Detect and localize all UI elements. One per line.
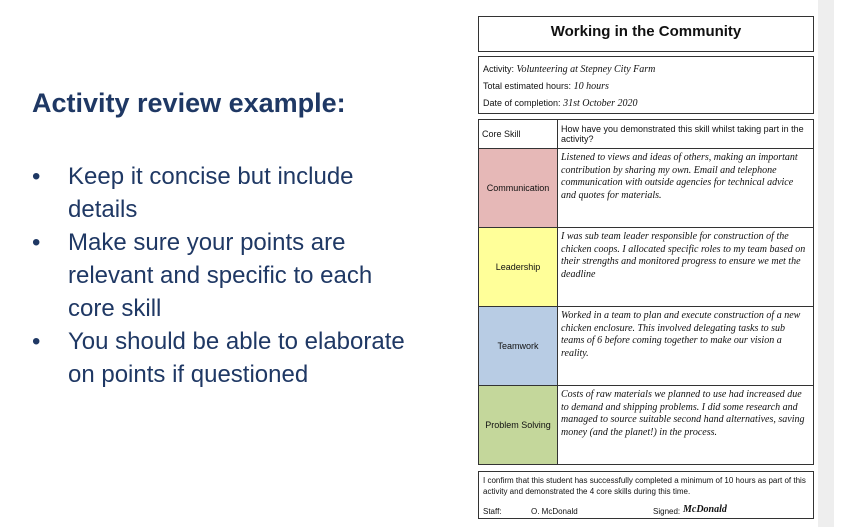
date-row	[483, 95, 809, 112]
bullet-text: Keep it concise but include details	[68, 163, 354, 223]
bullet-text: Make sure your points are relevant and specific to each core skill	[68, 229, 373, 322]
header-question: How have you demonstrated this skill whilst taking part in the activity?	[558, 120, 814, 149]
signature: McDonald	[683, 504, 727, 515]
signature-row	[483, 506, 809, 518]
skill-teamwork: Teamwork	[479, 307, 558, 386]
bullet-marker: •	[32, 328, 41, 355]
skill-description: Worked in a team to plan and execute construction of a new chicken enclosure. This involved delegating tasks to sub teams of 6 before coming together to make our vision a reality.	[558, 307, 814, 386]
bullet-list	[32, 160, 422, 391]
table-header-row	[479, 120, 814, 149]
core-skills-table	[478, 119, 814, 465]
activity-label: Activity:	[483, 64, 515, 74]
skill-description: Costs of raw materials we planned to use had increased due to demand and shipping problems. I did some research and managed to source suitable second hand alternatives, saving money (and the planet!) in the process.	[558, 386, 814, 465]
staff-label: Staff:	[483, 507, 502, 516]
table-row	[479, 149, 814, 228]
header-core-skill: Core Skill	[479, 120, 558, 149]
table-row	[479, 228, 814, 307]
bullet-text: You should be able to elaborate on points if questioned	[68, 328, 405, 388]
bullet-marker: •	[32, 163, 41, 190]
skill-problem-solving: Problem Solving	[479, 386, 558, 465]
activity-value: Volunteering at Stepney City Farm	[516, 64, 656, 75]
hours-value: 10 hours	[573, 81, 609, 92]
skill-description: Listened to views and ideas of others, making an important contribution by sharing my own. Email and telephone communication with outside agencies for technical advice and quotes for materials.	[558, 149, 814, 228]
date-label: Date of completion:	[483, 98, 561, 108]
bullet-item	[32, 160, 422, 226]
table-row	[479, 307, 814, 386]
hours-row	[483, 78, 809, 95]
skill-leadership: Leadership	[479, 228, 558, 307]
page-edge-shadow	[818, 0, 834, 527]
form-document	[470, 8, 818, 527]
activity-info-box	[478, 56, 814, 114]
bullet-item	[32, 325, 422, 391]
staff-name: O. McDonald	[531, 507, 578, 516]
slide-title: Activity review example:	[32, 88, 346, 118]
skill-description: I was sub team leader responsible for construction of the chicken coops. I allocated specific roles to my team based on their strengths and monitored progress to ensure we met the deadline	[558, 228, 814, 307]
confirmation-box	[478, 471, 814, 519]
hours-label: Total estimated hours:	[483, 81, 572, 91]
activity-row	[483, 61, 809, 78]
bullet-item	[32, 226, 422, 325]
table-row	[479, 386, 814, 465]
confirmation-text: I confirm that this student has successfully completed a minimum of 10 hours as part of this activity and demonstrated the 4 core skills during this time.	[483, 476, 806, 496]
bullet-marker: •	[32, 229, 41, 256]
skill-communication: Communication	[479, 149, 558, 228]
form-title: Working in the Community	[478, 16, 814, 52]
date-value: 31st October 2020	[563, 98, 638, 109]
signed-label: Signed:	[653, 507, 681, 516]
